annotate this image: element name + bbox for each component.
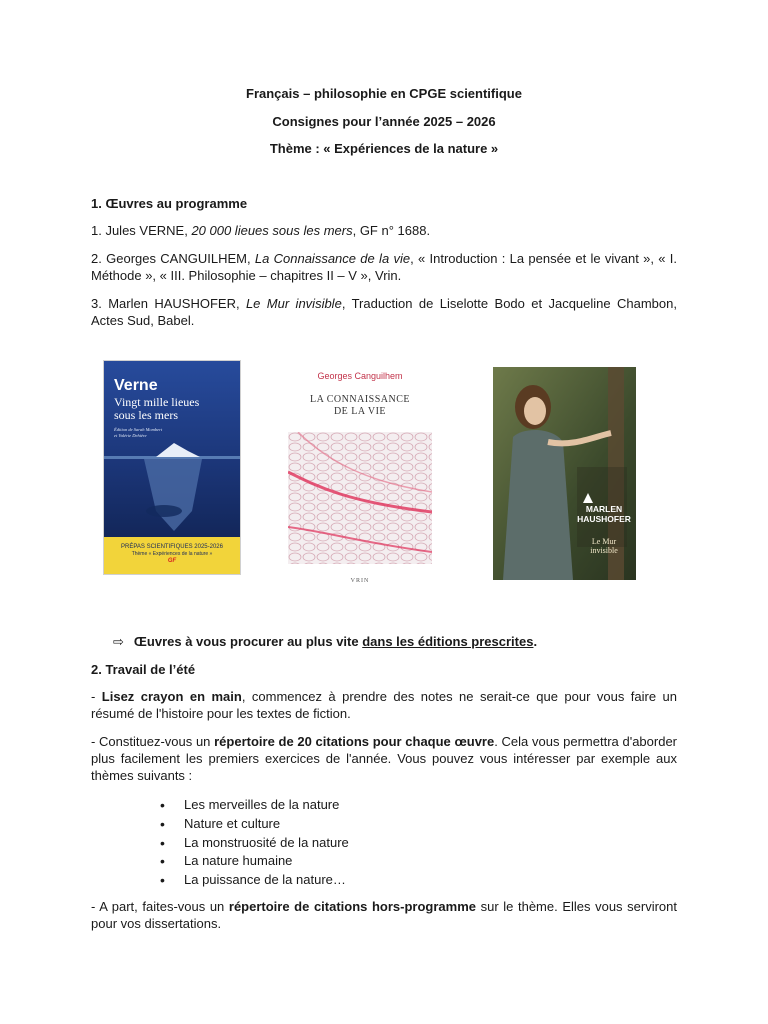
section2-heading: 2. Travail de l’été [91, 662, 196, 677]
list-item: • La puissance de la nature… [160, 871, 349, 890]
work-item-1: 1. Jules VERNE, 20 000 lieues sous les mers, GF n° 1688. [91, 223, 431, 238]
section1-heading: 1. Œuvres au programme [91, 196, 248, 211]
book-cover-verne: Verne Vingt mille lieues sous les mers Édition de Sarah Mombert et Valérie Dehière PRÉPAS SCIENTIFIQUES 2025-2026 Thème « Expériences de la nature » GF [103, 360, 241, 575]
list-item: • Les merveilles de la nature [160, 796, 349, 815]
list-item: • La nature humaine [160, 852, 349, 871]
summer-paragraph-3: - A part, faites-vous un répertoire de citations hors-programme sur le thème. Elles vous serviront pour vos dissertations. [91, 899, 677, 931]
work-item-2: 2. Georges CANGUILHEM, La Connaissance de la vie, « Introduction : La pensée et le vivant », « I. Méthode », « III. Philosophie – chapitres II – V », Vrin. [91, 251, 678, 283]
work-item-3: 3. Marlen HAUSHOFER, Le Mur invisible, Traduction de Liselotte Bodo et Jacqueline Chambon, Actes Sud, Babel. [91, 296, 677, 328]
summer-paragraph-1: - Lisez crayon en main, commencez à prendre des notes ne serait-ce que pour vous faire un résumé de l'histoire pour les textes de fiction. [91, 689, 677, 721]
list-item: • Nature et culture [160, 815, 349, 834]
doc-title: Français – philosophie en CPGE scientifique [246, 86, 522, 101]
arrow-right-icon: ⇨ [113, 634, 124, 649]
book-cover-canguilhem: Georges Canguilhem LA CONNAISSANCE DE LA VIE VRIN [285, 362, 435, 588]
doc-subtitle: Consignes pour l’année 2025 – 2026 [272, 114, 496, 129]
procure-note: ⇨ Œuvres à vous procurer au plus vite dans les éditions prescrites. [113, 634, 538, 649]
list-item: • La monstruosité de la nature [160, 834, 349, 853]
themes-list [160, 796, 349, 890]
cell-tissue-illustration [288, 432, 432, 564]
book-cover-haushofer: MARLEN HAUSHOFER Le Mur invisible [493, 367, 636, 580]
doc-theme: Thème : « Expériences de la nature » [269, 141, 499, 156]
summer-paragraph-2: - Constituez-vous un répertoire de 20 citations pour chaque œuvre. Cela vous permettra d'aborder plus facilement les premiers exercices de l'année. Vous pouvez vous intéresser par exemple aux thèmes suivants : [91, 734, 678, 783]
